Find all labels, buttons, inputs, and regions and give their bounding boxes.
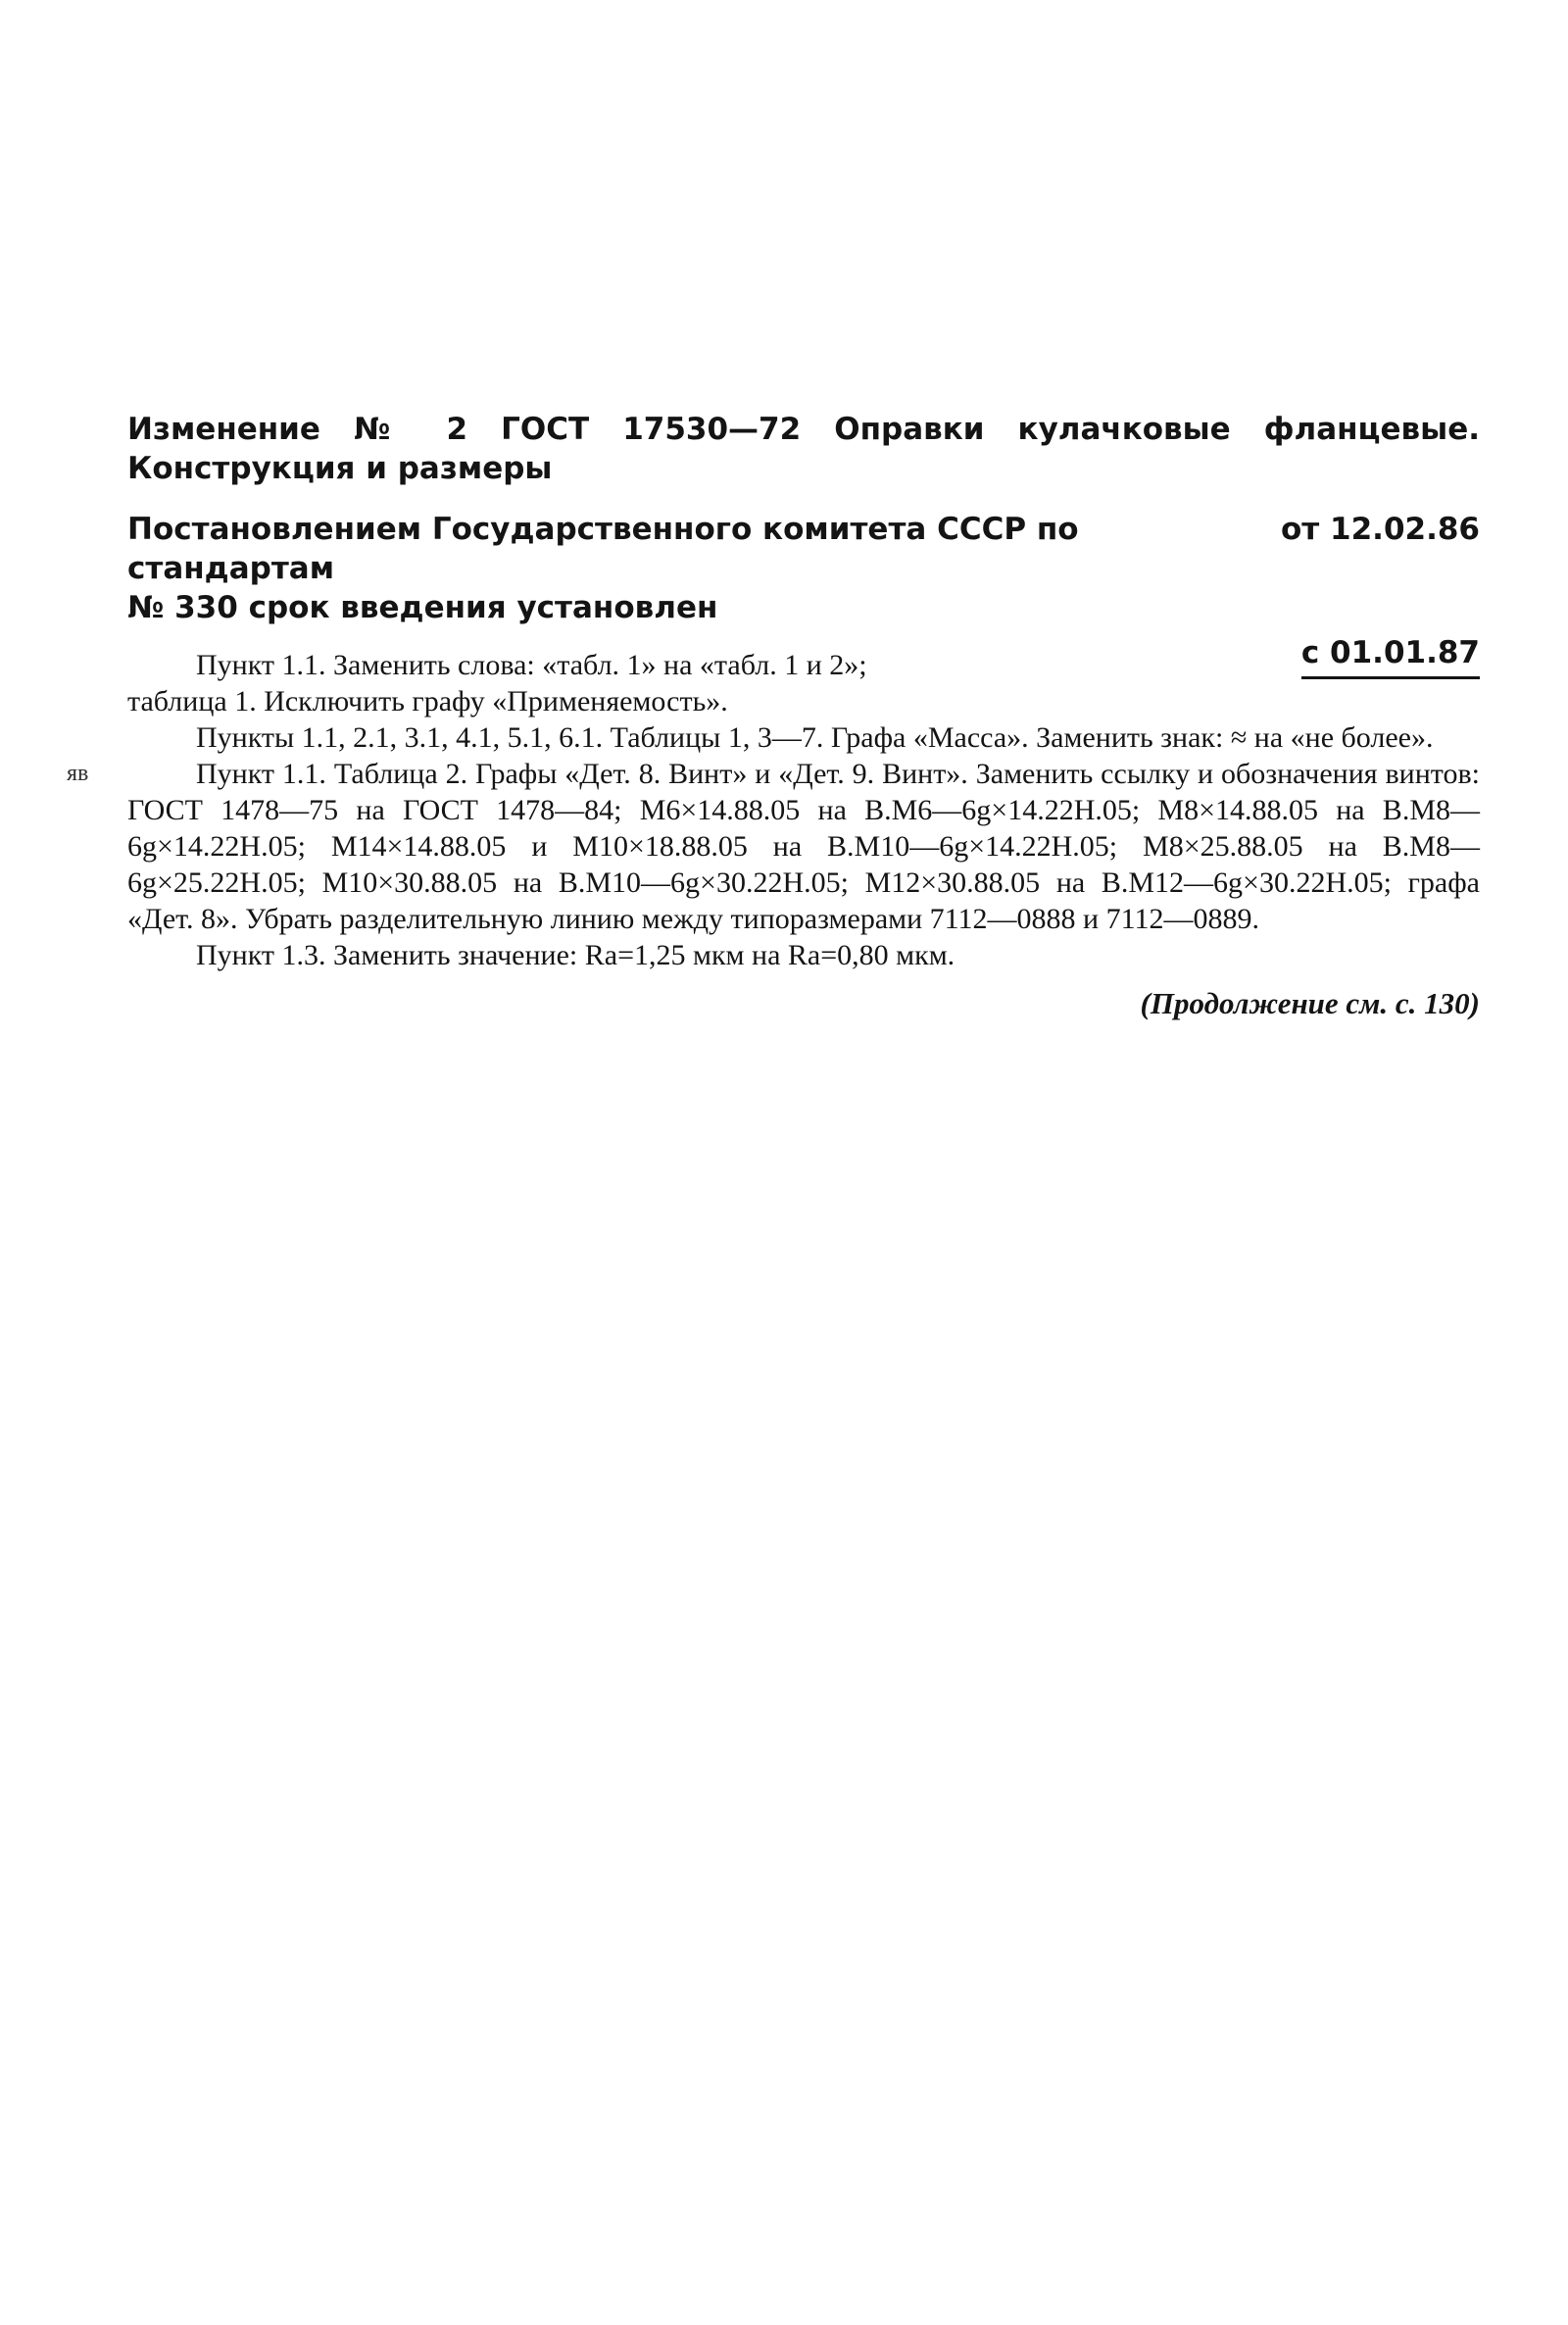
continuation-note: (Продолжение см. с. 130) bbox=[1140, 986, 1480, 1020]
paragraph-5: Пункт 1.3. Заменить значение: Ra=1,25 мкм на Ra=0,80 мкм. bbox=[196, 939, 956, 971]
decree-block bbox=[127, 510, 1480, 627]
document-title: Изменение № 2 ГОСТ 17530—72 Оправки кулачковые фланцевые. Конструкция и размеры bbox=[127, 412, 1480, 486]
decree-line bbox=[127, 510, 1480, 588]
decree-number-line: № 330 срок введения установлен bbox=[127, 590, 718, 625]
decree-date: от 12.02.86 bbox=[1280, 512, 1480, 547]
paragraph-2: таблица 1. Исключить графу «Применяемость». bbox=[127, 685, 728, 717]
margin-note: яв bbox=[67, 761, 89, 786]
paragraph-3: Пункты 1.1, 2.1, 3.1, 4.1, 5.1, 6.1. Таблицы 1, 3—7. Графа «Масса». Заменить знак: ≈ на «не более». bbox=[196, 721, 1434, 754]
effective-date: с 01.01.87 bbox=[1301, 633, 1480, 679]
paragraph-4: Пункт 1.1. Таблица 2. Графы «Дет. 8. Винт» и «Дет. 9. Винт». Заменить ссылку и обозначения винтов: ГОСТ 1478—75 на ГОСТ 1478—84; М6×14.88.05 на В.М6—6g×14.22Н.05; М8×14.88.05 на В.М8—6g×14.22Н.05; М14×14.88.05 и М10×18.88.05 на В.М10—6g×14.22Н.05; М8×25.88.05 на В.М8—6g×25.22Н.05; М10×30.88.05 на В.М10—6g×30.22Н.05; М12×30.88.05 на В.М12—6g×30.22Н.05; графа «Дет. 8». Убрать разделительную линию между типоразмерами 7112—0888 и 7112—0889. bbox=[127, 758, 1480, 935]
body-text bbox=[127, 647, 1480, 1021]
decree-text: Постановлением Государственного комитета СССР по стандартам bbox=[127, 512, 1079, 586]
header-block bbox=[127, 410, 1480, 679]
paragraph-1: Пункт 1.1. Заменить слова: «табл. 1» на «табл. 1 и 2»; bbox=[196, 649, 867, 681]
